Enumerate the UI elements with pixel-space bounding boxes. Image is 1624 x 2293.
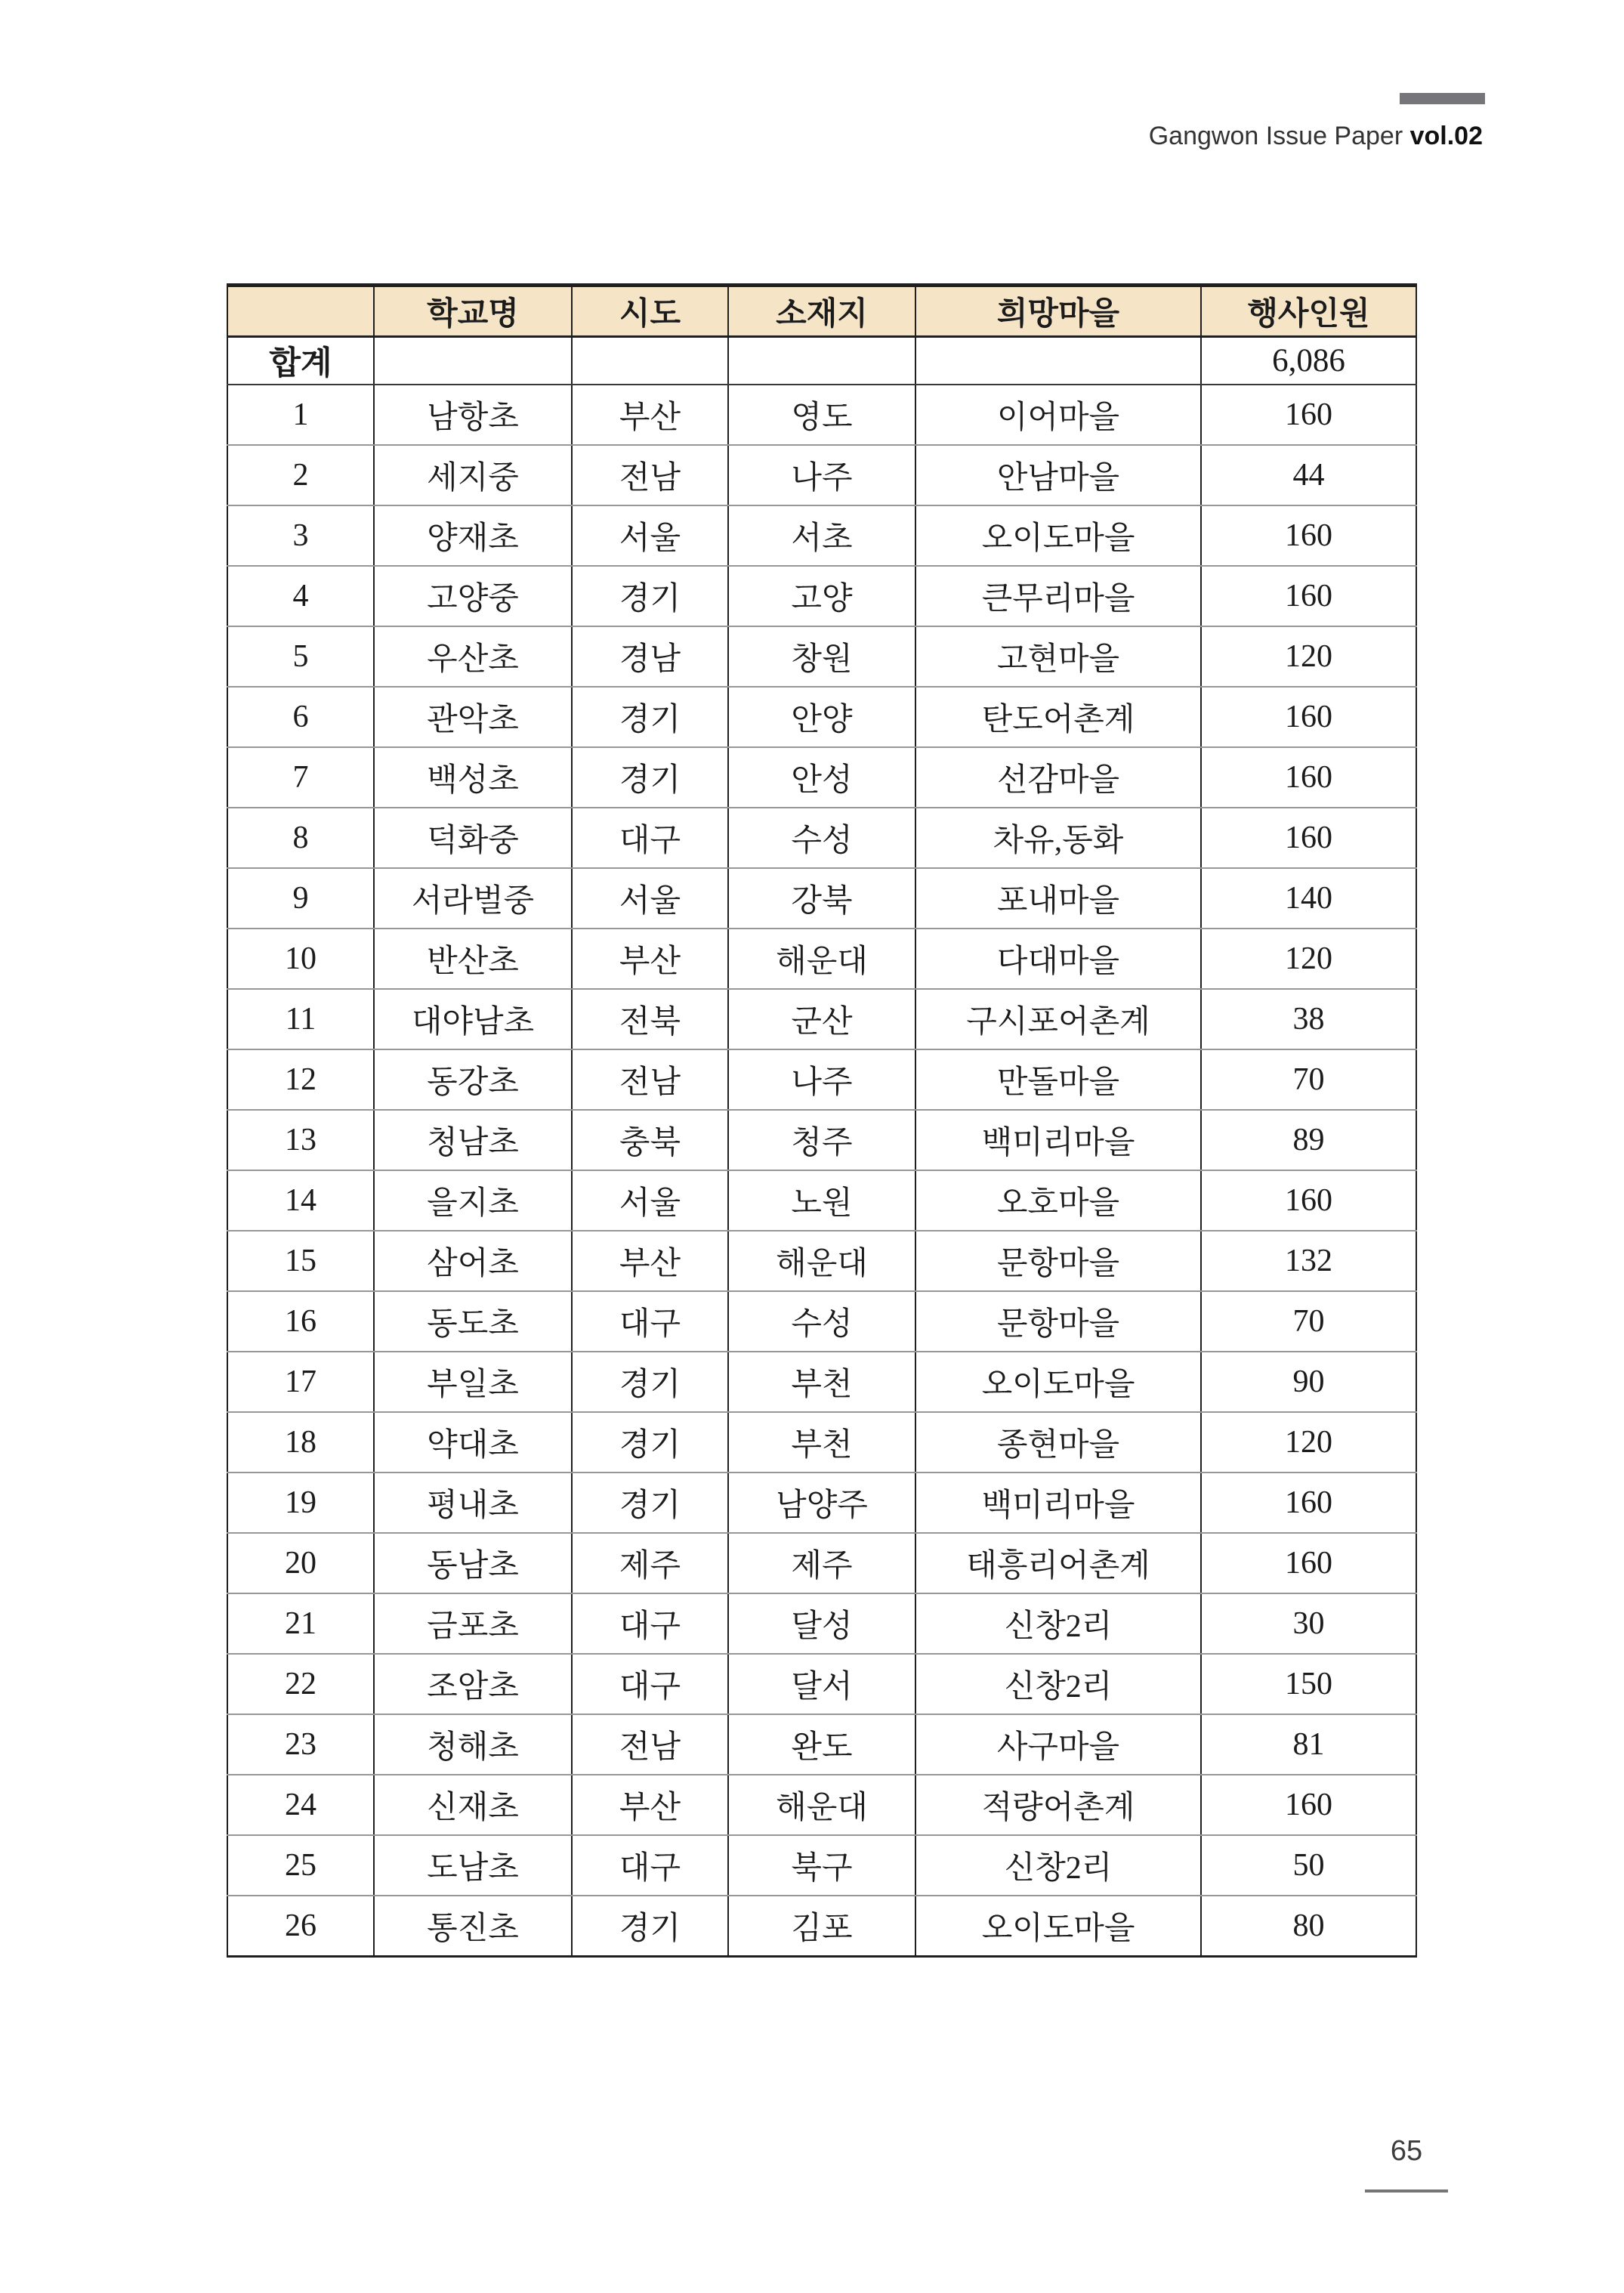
table-header-row	[227, 286, 1416, 337]
school-name-cell: 양재초	[374, 505, 572, 566]
table-body	[227, 385, 1416, 1956]
table-row	[227, 868, 1416, 929]
location-cell: 완도	[728, 1714, 915, 1775]
table-row	[227, 1049, 1416, 1110]
village-cell: 탄도어촌계	[915, 687, 1201, 747]
school-name-cell: 도남초	[374, 1835, 572, 1896]
village-cell: 사구마을	[915, 1714, 1201, 1775]
location-cell: 북구	[728, 1835, 915, 1896]
school-name-cell: 대야남초	[374, 989, 572, 1049]
column-header-attendance: 행사인원	[1201, 286, 1416, 337]
village-cell: 이어마을	[915, 385, 1201, 445]
attendance-cell: 140	[1201, 868, 1416, 929]
attendance-cell: 38	[1201, 989, 1416, 1049]
province-cell: 대구	[572, 1291, 728, 1352]
province-cell: 대구	[572, 1835, 728, 1896]
province-cell: 경기	[572, 747, 728, 808]
attendance-cell: 160	[1201, 566, 1416, 626]
table-row	[227, 1835, 1416, 1896]
column-header-village: 희망마을	[915, 286, 1201, 337]
location-cell: 나주	[728, 445, 915, 505]
village-cell: 오이도마을	[915, 505, 1201, 566]
attendance-cell: 160	[1201, 1473, 1416, 1533]
school-name-cell: 고양중	[374, 566, 572, 626]
location-cell: 나주	[728, 1049, 915, 1110]
school-name-cell: 반산초	[374, 929, 572, 989]
village-cell: 문항마을	[915, 1231, 1201, 1291]
village-cell: 문항마을	[915, 1291, 1201, 1352]
attendance-cell: 160	[1201, 747, 1416, 808]
row-number-cell: 9	[227, 868, 374, 929]
province-cell: 부산	[572, 385, 728, 445]
total-label-cell: 합계	[227, 337, 374, 385]
attendance-cell: 70	[1201, 1049, 1416, 1110]
row-number-cell: 11	[227, 989, 374, 1049]
total-attendance-cell: 6,086	[1201, 337, 1416, 385]
school-name-cell: 청남초	[374, 1110, 572, 1170]
village-cell: 포내마을	[915, 868, 1201, 929]
empty-cell	[572, 337, 728, 385]
school-name-cell: 을지초	[374, 1170, 572, 1231]
village-cell: 고현마을	[915, 626, 1201, 687]
school-name-cell: 부일초	[374, 1352, 572, 1412]
table-row	[227, 1231, 1416, 1291]
row-number-cell: 22	[227, 1654, 374, 1714]
table-row	[227, 1473, 1416, 1533]
table-row	[227, 687, 1416, 747]
table-row	[227, 747, 1416, 808]
village-cell: 차유,동화	[915, 808, 1201, 868]
village-cell: 신창2리	[915, 1593, 1201, 1654]
row-number-cell: 7	[227, 747, 374, 808]
village-cell: 신창2리	[915, 1835, 1201, 1896]
village-cell: 백미리마을	[915, 1110, 1201, 1170]
village-cell: 만돌마을	[915, 1049, 1201, 1110]
attendance-cell: 160	[1201, 1170, 1416, 1231]
table-row	[227, 1170, 1416, 1231]
empty-cell	[915, 337, 1201, 385]
attendance-cell: 50	[1201, 1835, 1416, 1896]
village-cell: 선감마을	[915, 747, 1201, 808]
location-cell: 군산	[728, 989, 915, 1049]
row-number-cell: 21	[227, 1593, 374, 1654]
village-cell: 구시포어촌계	[915, 989, 1201, 1049]
row-number-cell: 18	[227, 1412, 374, 1473]
schools-table-wrap	[227, 283, 1416, 1958]
attendance-cell: 120	[1201, 626, 1416, 687]
row-number-cell: 3	[227, 505, 374, 566]
total-row	[227, 337, 1416, 385]
running-header	[1149, 121, 1483, 151]
province-cell: 서울	[572, 1170, 728, 1231]
row-number-cell: 24	[227, 1775, 374, 1835]
school-name-cell: 동강초	[374, 1049, 572, 1110]
location-cell: 해운대	[728, 1231, 915, 1291]
province-cell: 대구	[572, 1654, 728, 1714]
location-cell: 서초	[728, 505, 915, 566]
village-cell: 종현마을	[915, 1412, 1201, 1473]
province-cell: 전남	[572, 1714, 728, 1775]
table-row	[227, 505, 1416, 566]
attendance-cell: 160	[1201, 808, 1416, 868]
school-name-cell: 동도초	[374, 1291, 572, 1352]
location-cell: 영도	[728, 385, 915, 445]
location-cell: 달성	[728, 1593, 915, 1654]
table-row	[227, 989, 1416, 1049]
village-cell: 적량어촌계	[915, 1775, 1201, 1835]
province-cell: 부산	[572, 929, 728, 989]
province-cell: 경기	[572, 1352, 728, 1412]
location-cell: 부천	[728, 1412, 915, 1473]
footer-rule	[1365, 2189, 1448, 2193]
province-cell: 제주	[572, 1533, 728, 1593]
school-name-cell: 우산초	[374, 626, 572, 687]
location-cell: 청주	[728, 1110, 915, 1170]
accent-bar	[1400, 93, 1485, 104]
attendance-cell: 120	[1201, 1412, 1416, 1473]
province-cell: 경남	[572, 626, 728, 687]
location-cell: 김포	[728, 1896, 915, 1956]
school-name-cell: 청해초	[374, 1714, 572, 1775]
school-name-cell: 통진초	[374, 1896, 572, 1956]
province-cell: 부산	[572, 1231, 728, 1291]
province-cell: 전북	[572, 989, 728, 1049]
row-number-cell: 16	[227, 1291, 374, 1352]
attendance-cell: 160	[1201, 505, 1416, 566]
attendance-cell: 81	[1201, 1714, 1416, 1775]
row-number-cell: 13	[227, 1110, 374, 1170]
column-header-index	[227, 286, 374, 337]
location-cell: 남양주	[728, 1473, 915, 1533]
province-cell: 대구	[572, 808, 728, 868]
village-cell: 다대마을	[915, 929, 1201, 989]
province-cell: 경기	[572, 687, 728, 747]
table-row	[227, 566, 1416, 626]
attendance-cell: 30	[1201, 1593, 1416, 1654]
village-cell: 백미리마을	[915, 1473, 1201, 1533]
school-name-cell: 덕화중	[374, 808, 572, 868]
table-row	[227, 929, 1416, 989]
attendance-cell: 89	[1201, 1110, 1416, 1170]
attendance-cell: 160	[1201, 385, 1416, 445]
school-name-cell: 삼어초	[374, 1231, 572, 1291]
location-cell: 해운대	[728, 929, 915, 989]
empty-cell	[728, 337, 915, 385]
location-cell: 노원	[728, 1170, 915, 1231]
attendance-cell: 80	[1201, 1896, 1416, 1956]
table-row	[227, 1291, 1416, 1352]
table-row	[227, 445, 1416, 505]
row-number-cell: 26	[227, 1896, 374, 1956]
row-number-cell: 5	[227, 626, 374, 687]
village-cell: 태흥리어촌계	[915, 1533, 1201, 1593]
village-cell: 오이도마을	[915, 1896, 1201, 1956]
location-cell: 달서	[728, 1654, 915, 1714]
school-name-cell: 평내초	[374, 1473, 572, 1533]
attendance-cell: 44	[1201, 445, 1416, 505]
row-number-cell: 10	[227, 929, 374, 989]
row-number-cell: 20	[227, 1533, 374, 1593]
location-cell: 제주	[728, 1533, 915, 1593]
location-cell: 해운대	[728, 1775, 915, 1835]
school-name-cell: 조암초	[374, 1654, 572, 1714]
village-cell: 오이도마을	[915, 1352, 1201, 1412]
row-number-cell: 19	[227, 1473, 374, 1533]
row-number-cell: 6	[227, 687, 374, 747]
location-cell: 안양	[728, 687, 915, 747]
row-number-cell: 14	[227, 1170, 374, 1231]
table-row	[227, 1896, 1416, 1956]
table-row	[227, 1412, 1416, 1473]
column-header-province: 시도	[572, 286, 728, 337]
location-cell: 안성	[728, 747, 915, 808]
location-cell: 강북	[728, 868, 915, 929]
location-cell: 부천	[728, 1352, 915, 1412]
row-number-cell: 8	[227, 808, 374, 868]
attendance-cell: 150	[1201, 1654, 1416, 1714]
attendance-cell: 90	[1201, 1352, 1416, 1412]
page-number: 65	[1390, 2135, 1423, 2167]
row-number-cell: 2	[227, 445, 374, 505]
row-number-cell: 1	[227, 385, 374, 445]
province-cell: 대구	[572, 1593, 728, 1654]
village-cell: 안남마을	[915, 445, 1201, 505]
table-row	[227, 808, 1416, 868]
issue-paper-title: Gangwon Issue Paper	[1148, 122, 1403, 150]
province-cell: 서울	[572, 505, 728, 566]
row-number-cell: 23	[227, 1714, 374, 1775]
location-cell: 수성	[728, 808, 915, 868]
row-number-cell: 25	[227, 1835, 374, 1896]
table-row	[227, 1593, 1416, 1654]
attendance-cell: 160	[1201, 687, 1416, 747]
village-cell: 오호마을	[915, 1170, 1201, 1231]
issue-paper-volume: vol.02	[1409, 122, 1483, 150]
table-row	[227, 1714, 1416, 1775]
province-cell: 전남	[572, 1049, 728, 1110]
school-name-cell: 신재초	[374, 1775, 572, 1835]
table-row	[227, 385, 1416, 445]
province-cell: 전남	[572, 445, 728, 505]
school-name-cell: 남항초	[374, 385, 572, 445]
table-row	[227, 1533, 1416, 1593]
table-row	[227, 626, 1416, 687]
table-row	[227, 1110, 1416, 1170]
village-cell: 신창2리	[915, 1654, 1201, 1714]
row-number-cell: 17	[227, 1352, 374, 1412]
province-cell: 부산	[572, 1775, 728, 1835]
table-row	[227, 1775, 1416, 1835]
school-name-cell: 서라벌중	[374, 868, 572, 929]
province-cell: 경기	[572, 566, 728, 626]
location-cell: 수성	[728, 1291, 915, 1352]
attendance-cell: 132	[1201, 1231, 1416, 1291]
school-name-cell: 약대초	[374, 1412, 572, 1473]
school-name-cell: 백성초	[374, 747, 572, 808]
school-name-cell: 관악초	[374, 687, 572, 747]
school-name-cell: 동남초	[374, 1533, 572, 1593]
location-cell: 고양	[728, 566, 915, 626]
row-number-cell: 4	[227, 566, 374, 626]
row-number-cell: 15	[227, 1231, 374, 1291]
province-cell: 서울	[572, 868, 728, 929]
table-row	[227, 1352, 1416, 1412]
province-cell: 충북	[572, 1110, 728, 1170]
province-cell: 경기	[572, 1473, 728, 1533]
column-header-location: 소재지	[728, 286, 915, 337]
attendance-cell: 120	[1201, 929, 1416, 989]
column-header-school-name: 학교명	[374, 286, 572, 337]
school-name-cell: 금포초	[374, 1593, 572, 1654]
table-row	[227, 1654, 1416, 1714]
schools-table	[227, 283, 1417, 1958]
location-cell: 창원	[728, 626, 915, 687]
row-number-cell: 12	[227, 1049, 374, 1110]
empty-cell	[374, 337, 572, 385]
province-cell: 경기	[572, 1412, 728, 1473]
province-cell: 경기	[572, 1896, 728, 1956]
school-name-cell: 세지중	[374, 445, 572, 505]
attendance-cell: 160	[1201, 1533, 1416, 1593]
village-cell: 큰무리마을	[915, 566, 1201, 626]
attendance-cell: 160	[1201, 1775, 1416, 1835]
attendance-cell: 70	[1201, 1291, 1416, 1352]
